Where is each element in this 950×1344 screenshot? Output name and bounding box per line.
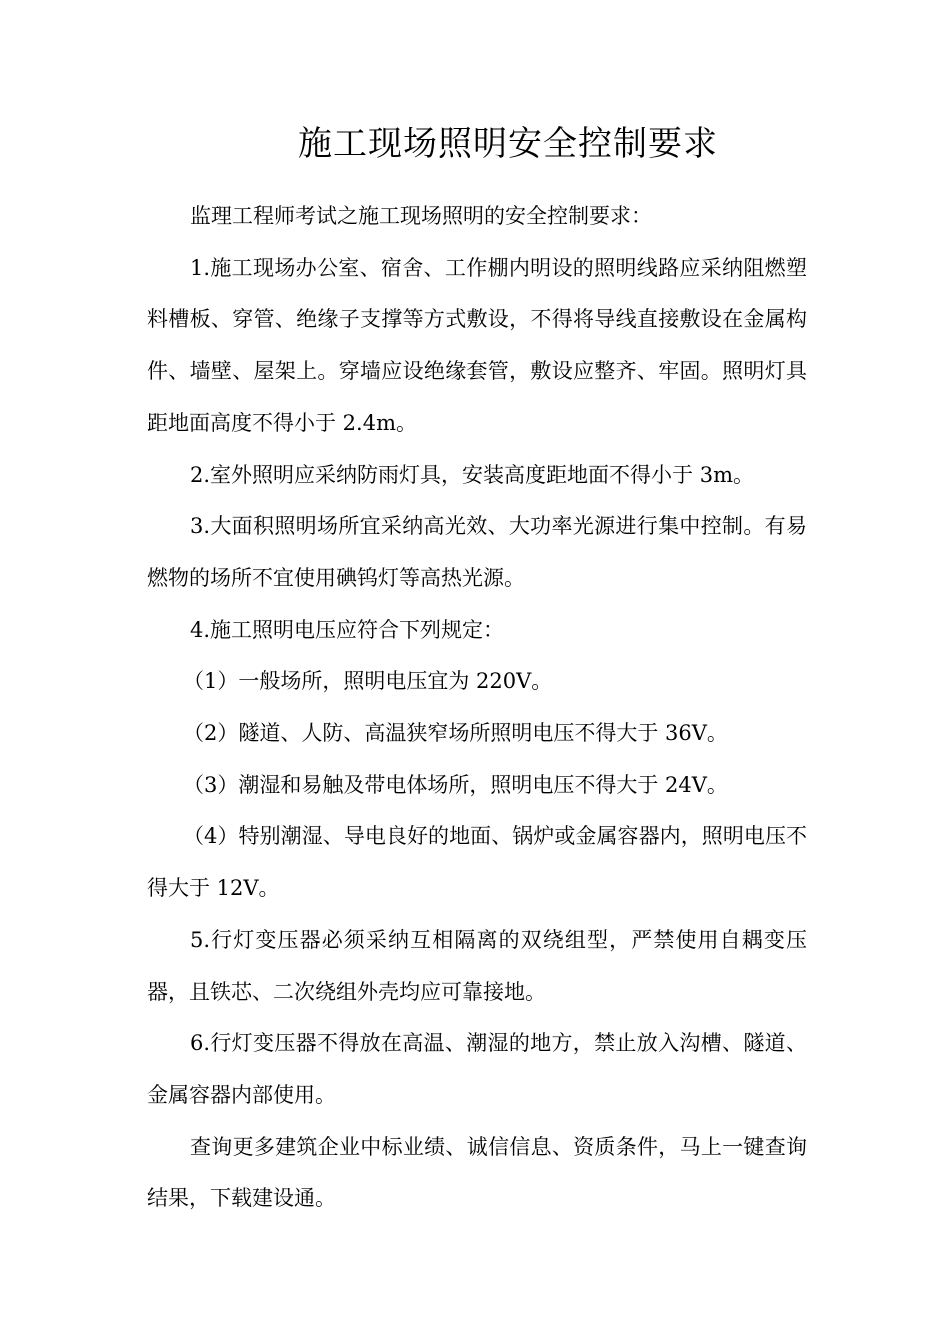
rule-4-paragraph: 4.施工照明电压应符合下列规定： (190, 617, 505, 642)
rule-2-paragraph: 2.室外照明应采纳防雨灯具，安装高度距地面不得小于 3m。 (190, 462, 754, 487)
document-title: 施工现场照明安全控制要求 (298, 124, 718, 164)
rule-1-paragraph: 1.施工现场办公室、宿舍、工作棚内明设的照明线路应采纳阻燃塑料槽板、穿管、绝缘子支撑等方式敷设，不得将导线直接敷设在金属构件、墙壁、屋架上。穿墙应设绝缘套管，敷设应整齐、牢固。照明灯具距地面高度不得小于 2.4m。 (147, 255, 807, 435)
promo-paragraph: 查询更多建筑企业中标业绩、诚信信息、资质条件，马上一键查询结果，下载建设通。 (147, 1134, 807, 1211)
rule-5-paragraph: 5.行灯变压器必须采纳互相隔离的双绕组型，严禁使用自耦变压器，且铁芯、二次绕组外壳均应可靠接地。 (147, 927, 807, 1004)
rule-3-paragraph: 3.大面积照明场所宜采纳高光效、大功率光源进行集中控制。有易燃物的场所不宜使用碘钨灯等高热光源。 (147, 514, 807, 590)
rule-6-paragraph: 6.行灯变压器不得放在高温、潮湿的地方，禁止放入沟槽、隧道、金属容器内部使用。 (147, 1031, 807, 1107)
rule-4-item-1: （1）一般场所，照明电压宜为 220V。 (183, 669, 553, 694)
rule-4-item-2: （2）隧道、人防、高温狭窄场所照明电压不得大于 36V。 (183, 721, 728, 746)
rule-4-item-3: （3）潮湿和易触及带电体场所，照明电压不得大于 24V。 (183, 772, 728, 797)
intro-paragraph: 监理工程师考试之施工现场照明的安全控制要求： (190, 204, 652, 228)
document-body (147, 191, 807, 1225)
rule-4-item-4: （4）特别潮湿、导电良好的地面、锅炉或金属容器内，照明电压不得大于 12V。 (147, 824, 807, 901)
